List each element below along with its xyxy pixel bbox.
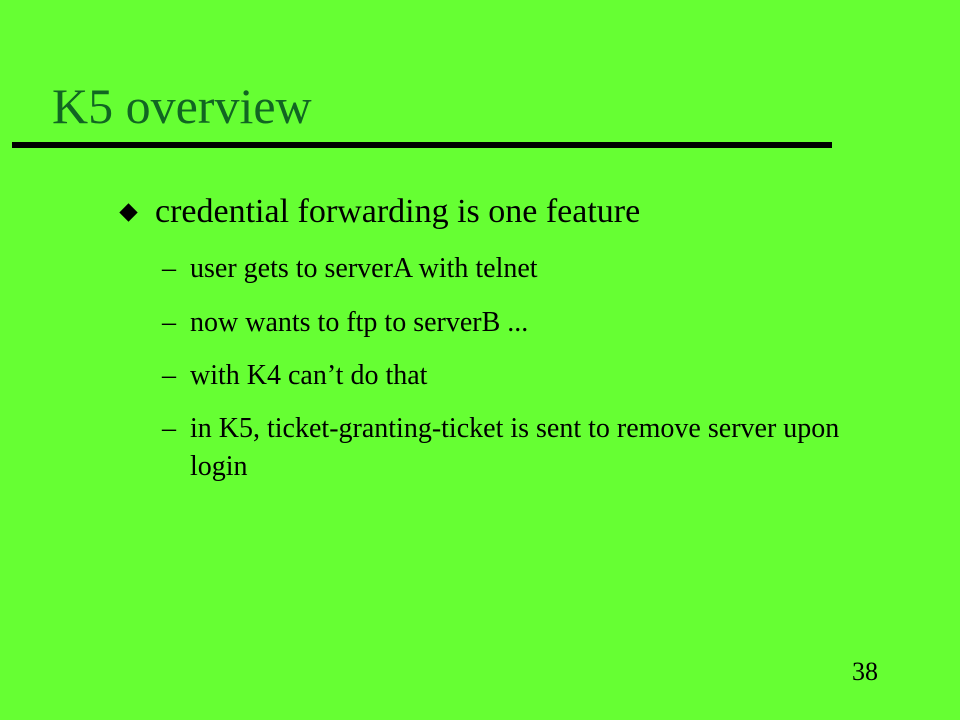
dash-marker: –: [162, 360, 176, 391]
sub-bullet-3: [162, 357, 890, 395]
sub-bullet-2: [162, 304, 890, 342]
main-bullet: [118, 186, 640, 238]
page-number: 38: [852, 657, 878, 686]
sub-bullet-text: in K5, ticket-granting-ticket is sent to remove server upon login: [190, 413, 840, 482]
slide-title: K5 overview: [52, 78, 312, 134]
sub-bullet-text: user gets to serverA with telnet: [190, 253, 538, 284]
sub-bullet-1: [162, 250, 890, 288]
sub-bullet-text: with K4 can’t do that: [190, 360, 428, 391]
dash-marker: –: [162, 413, 176, 444]
dash-marker: –: [162, 253, 176, 284]
dash-marker: –: [162, 307, 176, 338]
title-underline: [12, 142, 832, 148]
sub-bullet-text: now wants to ftp to serverB ...: [190, 307, 529, 338]
main-bullet-text: credential forwarding is one feature: [155, 193, 641, 230]
sub-bullet-4: [162, 410, 890, 486]
diamond-bullet-icon: [119, 203, 137, 221]
